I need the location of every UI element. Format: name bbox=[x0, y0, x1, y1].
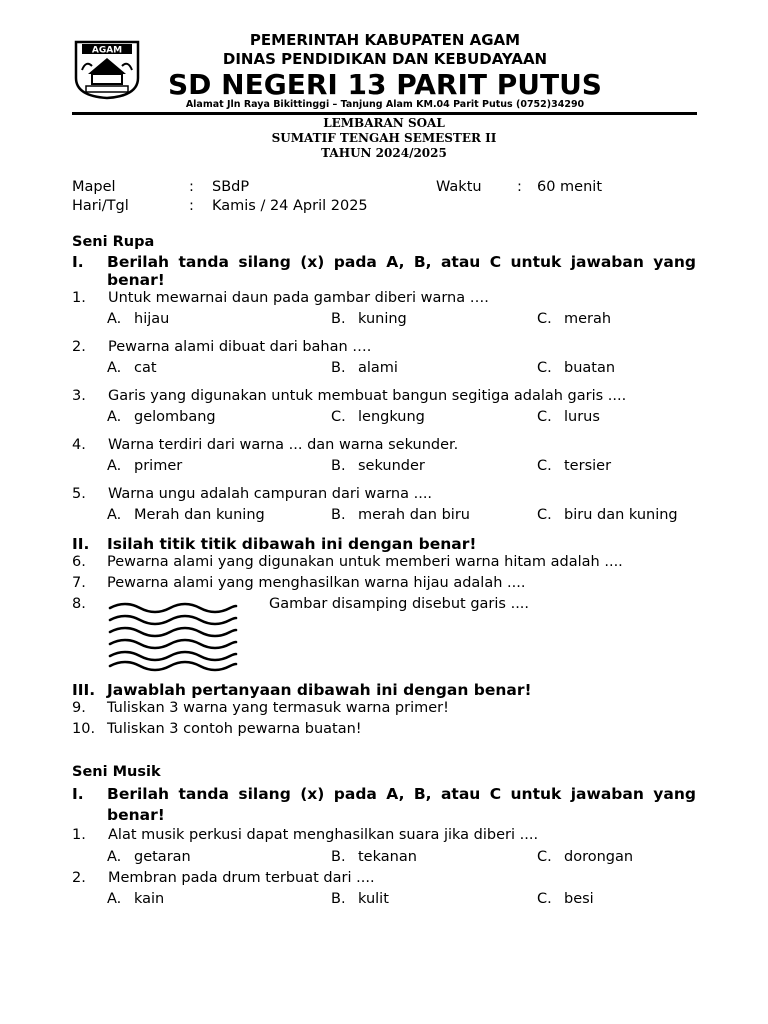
option-letter: C. bbox=[537, 458, 552, 474]
header-address: Alamat Jln Raya Bikittinggi – Tanjung Alam KM.04 Parit Putus (0752)34290 bbox=[185, 99, 585, 110]
option-text: Merah dan kuning bbox=[134, 507, 265, 523]
option-letter: A. bbox=[107, 409, 122, 425]
logo-text: AGAM bbox=[91, 45, 123, 56]
question-number: 8. bbox=[72, 596, 86, 612]
header-divider bbox=[72, 112, 697, 115]
option-letter: B. bbox=[331, 849, 346, 865]
mapel-label: Mapel bbox=[72, 179, 116, 195]
title-year: TAHUN 2024/2025 bbox=[321, 146, 447, 160]
question-text: Pewarna alami yang digunakan untuk memberi warna hitam adalah .... bbox=[107, 554, 623, 570]
option-letter: A. bbox=[107, 507, 122, 523]
option-letter: A. bbox=[107, 311, 122, 327]
option-text: kain bbox=[134, 891, 165, 907]
agam-logo-icon bbox=[74, 40, 140, 100]
option-text: hijau bbox=[134, 311, 170, 327]
question-number: 3. bbox=[72, 388, 86, 404]
section-heading-seni-rupa: Seni Rupa bbox=[72, 234, 155, 250]
part-title: Isilah titik titik dibawah ini dengan benar! bbox=[107, 535, 477, 553]
title-sheet: LEMBARAN SOAL bbox=[323, 116, 445, 130]
part-number: III. bbox=[72, 681, 96, 699]
option-letter: C. bbox=[537, 311, 552, 327]
option-letter: A. bbox=[107, 891, 122, 907]
option-text: kulit bbox=[358, 891, 389, 907]
option-text: merah dan biru bbox=[358, 507, 470, 523]
option-letter: A. bbox=[107, 458, 122, 474]
option-letter: C. bbox=[537, 891, 552, 907]
question-text: Membran pada drum terbuat dari .... bbox=[108, 870, 375, 886]
question-number: 1. bbox=[72, 827, 86, 843]
option-letter: C. bbox=[537, 849, 552, 865]
option-letter: C. bbox=[537, 360, 552, 376]
header-school-name: SD NEGERI 13 PARIT PUTUS bbox=[168, 68, 602, 101]
waktu-label: Waktu bbox=[436, 179, 482, 195]
mapel-colon: : bbox=[189, 179, 194, 195]
question-number: 10. bbox=[72, 721, 96, 737]
option-letter: B. bbox=[331, 891, 346, 907]
waktu-colon: : bbox=[517, 179, 522, 195]
question-number: 4. bbox=[72, 437, 86, 453]
option-letter: B. bbox=[331, 311, 346, 327]
option-text: lurus bbox=[564, 409, 600, 425]
option-text: tersier bbox=[564, 458, 612, 474]
question-text: Pewarna alami yang menghasilkan warna hijau adalah .... bbox=[107, 575, 526, 591]
part-instruction-cont: benar! bbox=[107, 806, 165, 824]
option-text: gelombang bbox=[134, 409, 216, 425]
wavy-lines-icon bbox=[106, 600, 240, 672]
question-text: Untuk mewarnai daun pada gambar diberi warna …. bbox=[108, 290, 489, 306]
option-letter: B. bbox=[331, 507, 346, 523]
question-text: Pewarna alami dibuat dari bahan …. bbox=[108, 339, 372, 355]
option-text: buatan bbox=[564, 360, 616, 376]
question-number: 9. bbox=[72, 700, 86, 716]
option-text: kuning bbox=[358, 311, 407, 327]
hari-colon: : bbox=[189, 198, 194, 214]
option-text: alami bbox=[358, 360, 398, 376]
part-instruction: Berilah tanda silang (x) pada A, B, atau C untuk jawaban yang bbox=[107, 785, 696, 803]
header-department: DINAS PENDIDIKAN DAN KEBUDAYAAN bbox=[222, 50, 548, 68]
part-number: I. bbox=[72, 253, 84, 271]
header-government: PEMERINTAH KABUPATEN AGAM bbox=[249, 31, 521, 49]
option-letter: C. bbox=[331, 409, 346, 425]
option-letter: C. bbox=[537, 409, 552, 425]
option-text: cat bbox=[134, 360, 157, 376]
hari-label: Hari/Tgl bbox=[72, 198, 129, 214]
mapel-value: SBdP bbox=[212, 179, 250, 195]
question-text: Alat musik perkusi dapat menghasilkan suara jika diberi .... bbox=[108, 827, 539, 843]
option-letter: A. bbox=[107, 849, 122, 865]
question-number: 7. bbox=[72, 575, 86, 591]
question-number: 6. bbox=[72, 554, 86, 570]
hari-value: Kamis / 24 April 2025 bbox=[212, 198, 368, 214]
question-text: Tuliskan 3 contoh pewarna buatan! bbox=[107, 721, 362, 737]
question-text: Warna ungu adalah campuran dari warna .... bbox=[108, 486, 433, 502]
part-number: II. bbox=[72, 535, 90, 553]
part-instruction-cont: benar! bbox=[107, 271, 165, 289]
question-text: Tuliskan 3 warna yang termasuk warna primer! bbox=[107, 700, 449, 716]
option-text: lengkung bbox=[358, 409, 425, 425]
question-text: Warna terdiri dari warna ... dan warna sekunder. bbox=[108, 437, 459, 453]
waktu-value: 60 menit bbox=[537, 179, 603, 195]
question-number: 1. bbox=[72, 290, 86, 306]
option-text: sekunder bbox=[358, 458, 425, 474]
part-number: I. bbox=[72, 785, 84, 803]
question-number: 5. bbox=[72, 486, 86, 502]
question-number: 2. bbox=[72, 870, 86, 886]
section-heading-seni-musik: Seni Musik bbox=[72, 764, 161, 780]
question-text: Gambar disamping disebut garis .... bbox=[269, 596, 530, 612]
title-exam: SUMATIF TENGAH SEMESTER II bbox=[271, 131, 497, 145]
option-letter: A. bbox=[107, 360, 122, 376]
option-text: getaran bbox=[134, 849, 191, 865]
option-text: biru dan kuning bbox=[564, 507, 678, 523]
question-number: 2. bbox=[72, 339, 86, 355]
option-text: dorongan bbox=[564, 849, 634, 865]
option-letter: B. bbox=[331, 360, 346, 376]
option-text: tekanan bbox=[358, 849, 417, 865]
option-text: merah bbox=[564, 311, 612, 327]
option-text: besi bbox=[564, 891, 594, 907]
question-text: Garis yang digunakan untuk membuat bangun segitiga adalah garis .... bbox=[108, 388, 627, 404]
part-title: Jawablah pertanyaan dibawah ini dengan benar! bbox=[107, 681, 532, 699]
option-letter: B. bbox=[331, 458, 346, 474]
part-instruction: Berilah tanda silang (x) pada A, B, atau C untuk jawaban yang bbox=[107, 253, 696, 271]
option-text: primer bbox=[134, 458, 183, 474]
option-letter: C. bbox=[537, 507, 552, 523]
